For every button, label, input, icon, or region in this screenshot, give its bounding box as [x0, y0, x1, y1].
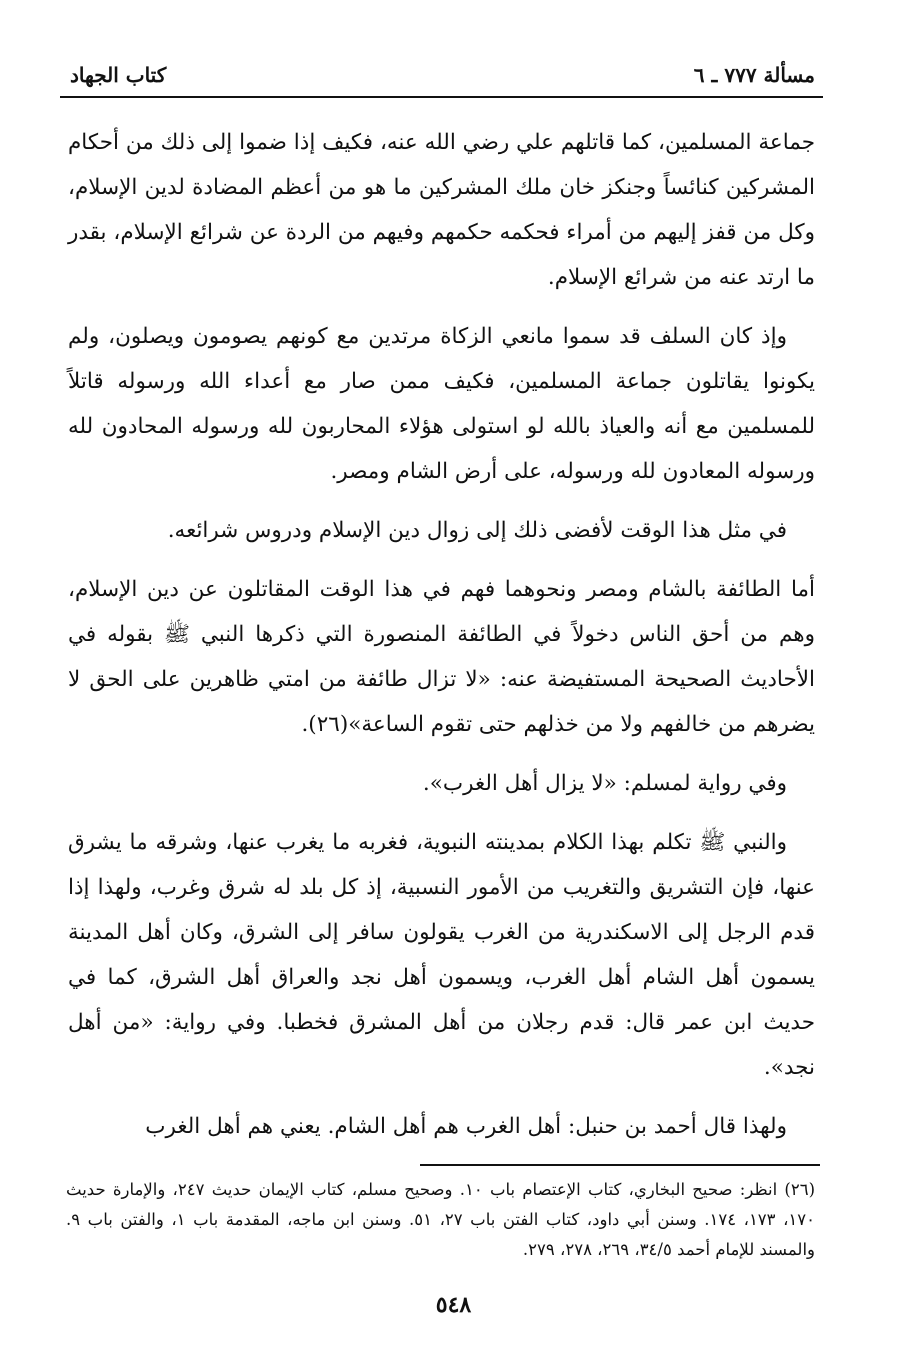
paragraph: وفي رواية لمسلم: «لا يزال أهل الغرب».	[422, 771, 787, 796]
header-divider	[60, 96, 823, 98]
issue-number: مسألة ٧٧٧ ـ ٦	[693, 63, 815, 87]
main-text	[68, 120, 815, 1163]
paragraph: ولهذا قال أحمد بن حنبل: أهل الغرب هم أهل الشام. يعني هم أهل الغرب	[145, 1114, 787, 1139]
paragraph: والنبي ﷺ تكلم بهذا الكلام بمدينته النبوية، فغربه ما يغرب عنها، وشرقه ما يشرق عنها، فإن التشريق والتغريب من الأمور النسبية، إذ كل بلد له شرق وغرب، ولهذا إذا قدم الرجل إلى الاسكندرية من الغرب يقولون سافر إلى الشرق، وكان أهل المدينة يسمون أهل الشام أهل الغرب، ويسمون أهل نجد والعراق أهل الشرق، كما في حديث ابن عمر قال: قدم رجلان من أهل المشرق فخطبا. وفي رواية: «من أهل نجد».	[68, 830, 815, 1080]
paragraph: أما الطائفة بالشام ومصر ونحوهما فهم في هذا الوقت المقاتلون عن دين الإسلام، وهم من أحق الناس دخولاً في الطائفة المنصورة التي ذكرها النبي ﷺ بقوله في الأحاديث الصحيحة المستفيضة عنه: «لا تزال طائفة من امتي ظاهرين على الحق لا يضرهم من خالفهم ولا من خذلهم حتى تقوم الساعة»(٢٦).	[68, 577, 815, 737]
running-header	[70, 58, 815, 92]
book-title: كتاب الجهاد	[70, 63, 167, 87]
footnote: (٢٦) انظر: صحيح البخاري، كتاب الإعتصام باب ١٠. وصحيح مسلم، كتاب الإيمان حديث ٢٤٧، والإمارة حديث ١٧٠، ١٧٣، ١٧٤. وسنن أبي داود، كتاب الفتن باب ٢٧، ٥١. وسنن ابن ماجه، المقدمة باب ١، والفتن باب ٩. والمسند للإمام أحمد ٣٤/٥، ٢٦٩، ٢٧٨، ٢٧٩.	[66, 1180, 815, 1259]
footnote-divider	[420, 1164, 820, 1166]
paragraph: وإذ كان السلف قد سموا مانعي الزكاة مرتدين مع كونهم يصومون ويصلون، ولم يكونوا يقاتلون جماعة المسلمين، فكيف ممن صار مع أعداء الله ورسوله قاتلاً للمسلمين مع أنه والعياذ بالله لو استولى هؤلاء المحاربون لله ورسوله المحادون لله ورسوله المعادون لله ورسوله، على أرض الشام ومصر.	[68, 324, 815, 484]
paragraph: جماعة المسلمين، كما قاتلهم علي رضي الله عنه، فكيف إذا ضموا إلى ذلك من أحكام المشركين كنائساً وجنكز خان ملك المشركين ما هو من أعظم المضادة لدين الإسلام، وكل من قفز إليهم من أمراء فحكمه حكمهم وفيهم من الردة عن شرائع الإسلام، بقدر ما ارتد عنه من شرائع الإسلام.	[68, 130, 815, 290]
paragraph: في مثل هذا الوقت لأفضى ذلك إلى زوال دين الإسلام ودروس شرائعه.	[167, 518, 787, 543]
page-number: ٥٤٨	[435, 1292, 472, 1318]
